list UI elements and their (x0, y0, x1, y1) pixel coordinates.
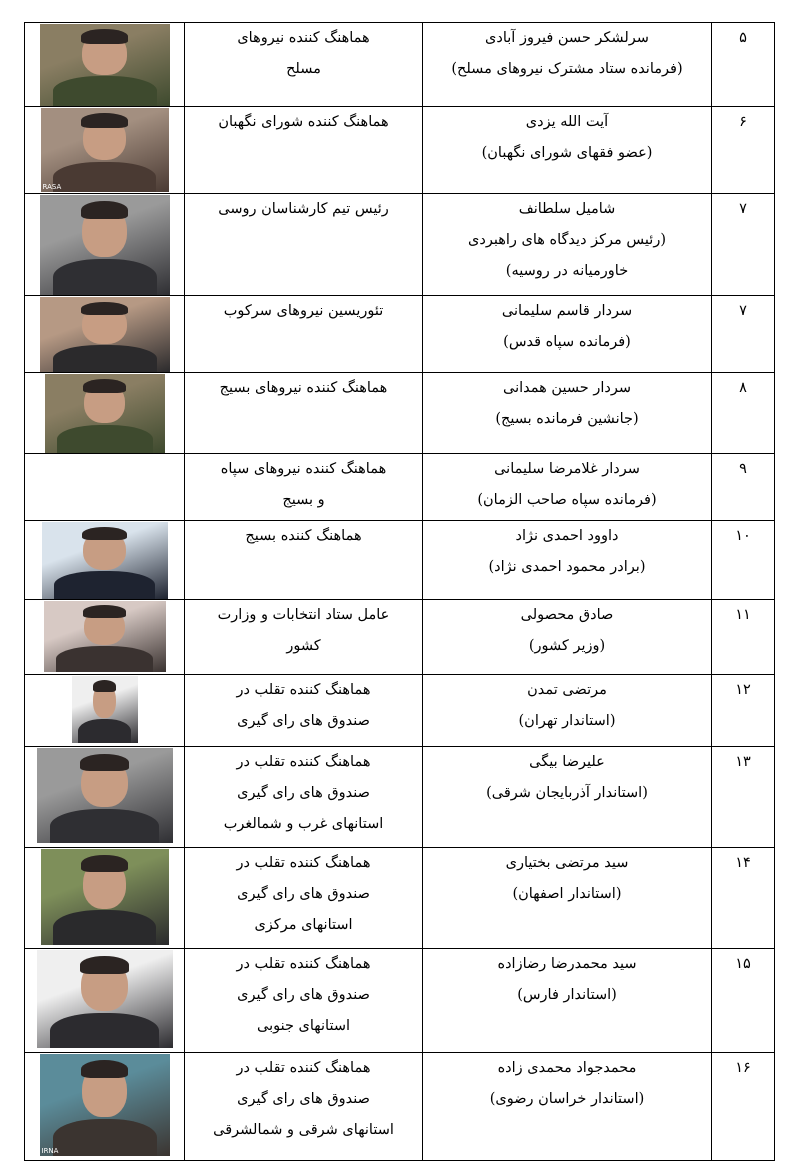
official-name: آیت الله یزدی (525, 114, 609, 130)
official-name: سید مرتضی بختیاری (505, 855, 629, 871)
photo-cell (25, 23, 185, 107)
row-number: ۱۳ (712, 747, 775, 848)
portrait-photo (40, 1054, 170, 1156)
portrait-photo (40, 297, 170, 372)
official-name-cell (423, 194, 712, 296)
portrait-photo (40, 195, 170, 295)
role-text: رئیس تیم کارشناسان روسی (218, 201, 389, 217)
table-row (25, 949, 775, 1053)
row-number: ۱۴ (712, 848, 775, 949)
officials-table (24, 22, 775, 1161)
role-cell (185, 600, 423, 675)
row-number: ۱۱ (712, 600, 775, 675)
table-row (25, 675, 775, 747)
portrait-photo (40, 24, 170, 106)
row-number: ۱۲ (712, 675, 775, 747)
role-text: صندوق های رای گیری (237, 713, 370, 729)
role-text: هماهنگ کننده تقلب در (236, 682, 371, 698)
official-name-cell (423, 675, 712, 747)
role-text: و بسیج (282, 492, 325, 508)
role-text: صندوق های رای گیری (237, 1091, 370, 1107)
photo-cell (25, 454, 185, 521)
table-row (25, 23, 775, 107)
photo-cell (25, 373, 185, 454)
role-text: استانهای جنوبی (256, 1018, 351, 1034)
role-cell (185, 373, 423, 454)
role-cell (185, 747, 423, 848)
role-text: هماهنگ کننده تقلب در (236, 754, 371, 770)
official-name: مرتضی تمدن (527, 682, 607, 698)
photo-cell (25, 747, 185, 848)
row-number: ۶ (712, 107, 775, 194)
official-name: سرلشکر حسن فیروز آبادی (485, 30, 649, 46)
official-title: (فرمانده سپاه قدس) (503, 334, 631, 350)
official-name: محمدجواد محمدی زاده (497, 1060, 637, 1076)
official-name-cell (423, 454, 712, 521)
table-row (25, 521, 775, 600)
role-text: صندوق های رای گیری (237, 785, 370, 801)
official-title: (رئیس مرکز دیدگاه های راهبردی (468, 232, 666, 248)
role-cell (185, 521, 423, 600)
table-row (25, 747, 775, 848)
role-text: صندوق های رای گیری (237, 987, 370, 1003)
row-number: ۷ (712, 296, 775, 373)
role-cell (185, 194, 423, 296)
official-title: (استاندار آذربایجان شرقی) (486, 785, 648, 801)
photo-cell (25, 949, 185, 1053)
role-text: صندوق های رای گیری (237, 886, 370, 902)
official-name: علیرضا بیگی (529, 754, 605, 770)
table-body (25, 23, 775, 1161)
role-text: هماهنگ کننده بسیج (245, 528, 362, 544)
table-row (25, 848, 775, 949)
role-text: استانهای شرقی و شمالشرقی (213, 1122, 394, 1138)
portrait-photo (44, 601, 166, 672)
photo-cell (25, 848, 185, 949)
official-title: (فرمانده سپاه صاحب الزمان) (477, 492, 657, 508)
official-name-cell (423, 848, 712, 949)
table-row (25, 454, 775, 521)
table-row (25, 1053, 775, 1161)
table-row (25, 373, 775, 454)
role-text: هماهنگ کننده تقلب در (236, 855, 371, 871)
role-text: هماهنگ کننده شورای نگهبان (218, 114, 389, 130)
official-name-cell (423, 600, 712, 675)
photo-cell (25, 194, 185, 296)
portrait-photo (41, 849, 169, 945)
official-title: (استاندار اصفهان) (512, 886, 622, 902)
official-name: صادق محصولی (520, 607, 614, 623)
role-text: هماهنگ کننده تقلب در (236, 1060, 371, 1076)
role-text: مسلح (286, 61, 321, 77)
official-title: (فرمانده ستاد مشترک نیروهای مسلح) (451, 61, 683, 77)
role-text: استانهای غرب و شمالغرب (223, 816, 384, 832)
portrait-photo (45, 374, 165, 453)
photo-watermark: IRNA (41, 1147, 59, 1155)
photo-cell (25, 1053, 185, 1161)
official-name-cell (423, 296, 712, 373)
official-name: سردار حسین همدانی (503, 380, 631, 396)
role-cell (185, 949, 423, 1053)
row-number: ۱۶ (712, 1053, 775, 1161)
portrait-photo (42, 522, 168, 599)
role-text: هماهنگ کننده نیروهای سپاه (220, 461, 387, 477)
role-cell (185, 296, 423, 373)
official-name: سردار غلامرضا سلیمانی (494, 461, 640, 477)
row-number: ۷ (712, 194, 775, 296)
role-text: هماهنگ کننده نیروهای (237, 30, 370, 46)
role-text: کشور (286, 638, 321, 654)
role-cell (185, 107, 423, 194)
official-title: (برادر محمود احمدی نژاد) (488, 559, 646, 575)
role-cell (185, 848, 423, 949)
official-name-cell (423, 949, 712, 1053)
role-text: هماهنگ کننده نیروهای بسیج (219, 380, 388, 396)
table-row (25, 194, 775, 296)
role-text: عامل ستاد انتخابات و وزارت (217, 607, 390, 623)
role-cell (185, 23, 423, 107)
row-number: ۵ (712, 23, 775, 107)
official-title: (جانشین فرمانده بسیج) (495, 411, 639, 427)
official-name: شامیل سلطانف (518, 201, 616, 217)
row-number: ۹ (712, 454, 775, 521)
portrait-photo (41, 108, 169, 192)
official-name-cell (423, 107, 712, 194)
official-name-cell (423, 23, 712, 107)
role-cell (185, 454, 423, 521)
row-number: ۸ (712, 373, 775, 454)
official-title: (استاندار خراسان رضوی) (489, 1091, 645, 1107)
official-name: سید محمدرضا رضازاده (497, 956, 637, 972)
official-title: خاورمیانه در روسیه) (505, 263, 629, 279)
row-number: ۱۵ (712, 949, 775, 1053)
role-text: هماهنگ کننده تقلب در (236, 956, 371, 972)
role-cell (185, 1053, 423, 1161)
official-name-cell (423, 747, 712, 848)
official-title: (عضو فقهای شورای نگهبان) (481, 145, 653, 161)
photo-cell (25, 600, 185, 675)
table-row (25, 296, 775, 373)
official-name: سردار قاسم سلیمانی (501, 303, 633, 319)
table-row (25, 107, 775, 194)
portrait-photo (37, 748, 173, 843)
official-title: (استاندار تهران) (518, 713, 616, 729)
portrait-photo (72, 676, 138, 743)
portrait-photo (37, 950, 173, 1048)
photo-cell (25, 107, 185, 194)
role-text: تئوریسین نیروهای سرکوب (223, 303, 384, 319)
official-title: (استاندار فارس) (517, 987, 617, 1003)
role-cell (185, 675, 423, 747)
photo-cell (25, 521, 185, 600)
official-name-cell (423, 521, 712, 600)
official-name-cell (423, 1053, 712, 1161)
official-name-cell (423, 373, 712, 454)
official-name: داوود احمدی نژاد (515, 528, 619, 544)
role-text: استانهای مرکزی (254, 917, 353, 933)
photo-cell (25, 675, 185, 747)
photo-cell (25, 296, 185, 373)
table-row (25, 600, 775, 675)
official-title: (وزیر کشور) (528, 638, 606, 654)
photo-watermark: RASA (42, 183, 62, 191)
row-number: ۱۰ (712, 521, 775, 600)
